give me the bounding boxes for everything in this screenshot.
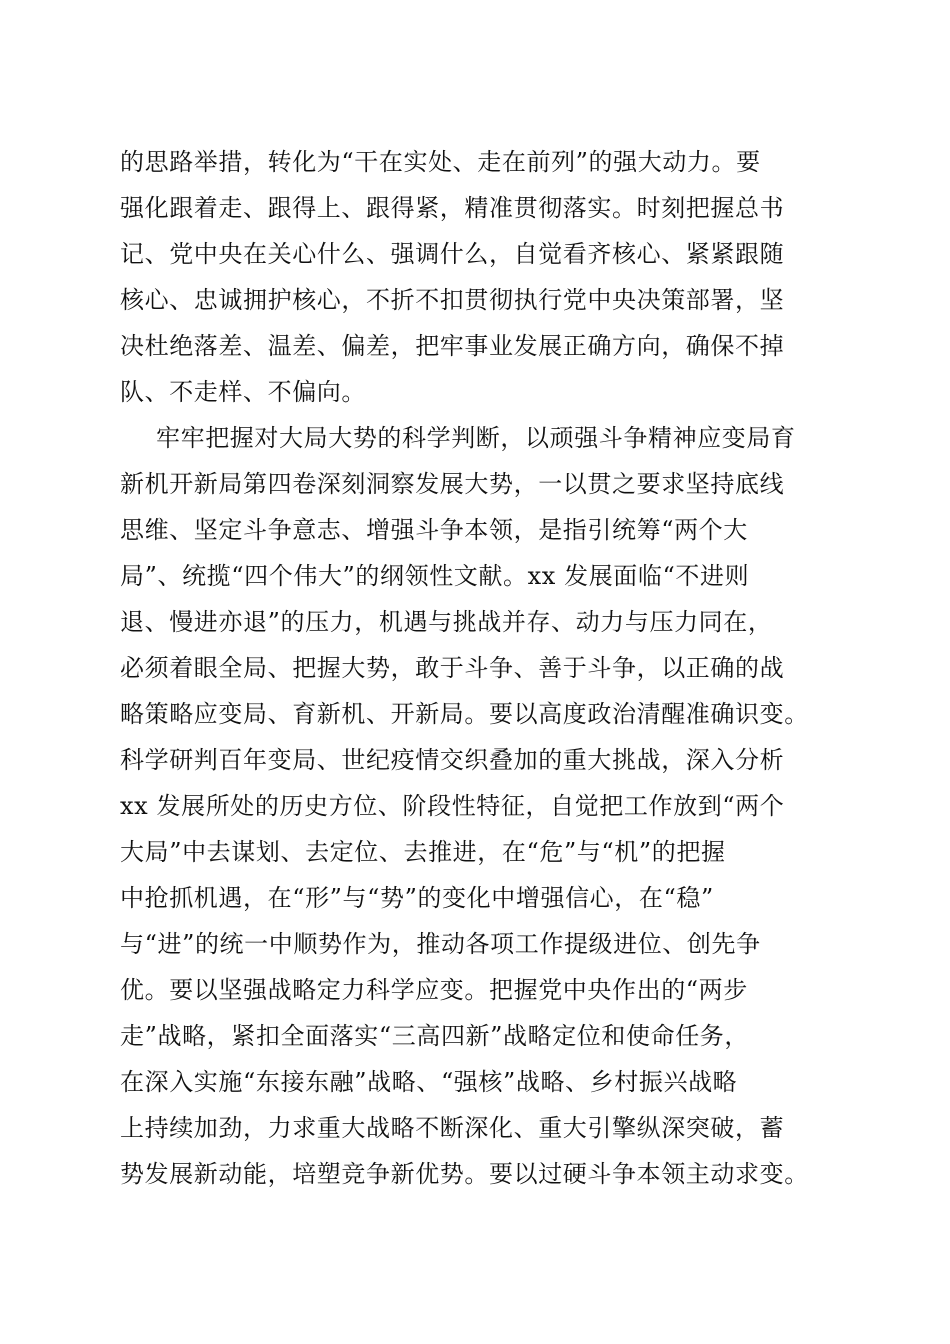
- text-line: 大局”中去谋划、去定位、去推进，在“危”与“机”的把握: [120, 838, 726, 866]
- text-line: 在深入实施“东接东融”战略、“强核”战略、乡村振兴战略: [120, 1068, 738, 1096]
- body-text: [120, 139, 840, 1197]
- text-line: 退、慢进亦退”的压力，机遇与挑战并存、动力与压力同在，: [120, 608, 773, 636]
- text-line: 决杜绝落差、温差、偏差，把牢事业发展正确方向，确保不掉: [120, 332, 785, 360]
- text-line: 势发展新动能，培塑竞争新优势。要以过硬斗争本领主动求变。: [120, 1160, 809, 1188]
- text-line: 记、党中央在关心什么、强调什么，自觉看齐核心、紧紧跟随: [120, 240, 785, 268]
- text-line: 上持续加劲，力求重大战略不断深化、重大引擎纵深突破，蓄: [120, 1114, 785, 1142]
- text-line: xx 发展所处的历史方位、阶段性特征，自觉把工作放到“两个: [120, 792, 785, 820]
- text-line: 必须着眼全局、把握大势，敢于斗争、善于斗争，以正确的战: [120, 654, 785, 682]
- text-line: 的思路举措，转化为“干在实处、走在前列”的强大动力。要: [120, 148, 761, 176]
- text-line: 优。要以坚强战略定力科学应变。把握党中央作出的“两步: [120, 976, 748, 1004]
- paragraph-first-line: 牢牢把握对大局大势的科学判断，以顽强斗争精神应变局育: [156, 424, 796, 452]
- text-line: 新机开新局第四卷深刻洞察发展大势，一以贯之要求坚持底线: [120, 470, 785, 498]
- text-line: 强化跟着走、跟得上、跟得紧，精准贯彻落实。时刻把握总书: [120, 194, 785, 222]
- text-line: 走”战略，紧扣全面落实“三高四新”战略定位和使命任务，: [120, 1022, 750, 1050]
- text-line: 与“进”的统一中顺势作为，推动各项工作提级进位、创先争: [120, 930, 761, 958]
- text-line: 队、不走样、不偏向。: [120, 378, 366, 406]
- text-line: 思维、坚定斗争意志、增强斗争本领，是指引统筹“两个大: [120, 516, 748, 544]
- text-line: 局”、统揽“四个伟大”的纲领性文献。xx 发展面临“不进则: [120, 562, 750, 590]
- text-line: 略策略应变局、育新机、开新局。要以高度政治清醒准确识变。: [120, 700, 809, 728]
- text-line: 中抢抓机遇，在“形”与“势”的变化中增强信心，在“稳”: [120, 884, 714, 912]
- text-line: 核心、忠诚拥护核心，不折不扣贯彻执行党中央决策部署，坚: [120, 286, 785, 314]
- text-line: 科学研判百年变局、世纪疫情交织叠加的重大挑战，深入分析: [120, 746, 785, 774]
